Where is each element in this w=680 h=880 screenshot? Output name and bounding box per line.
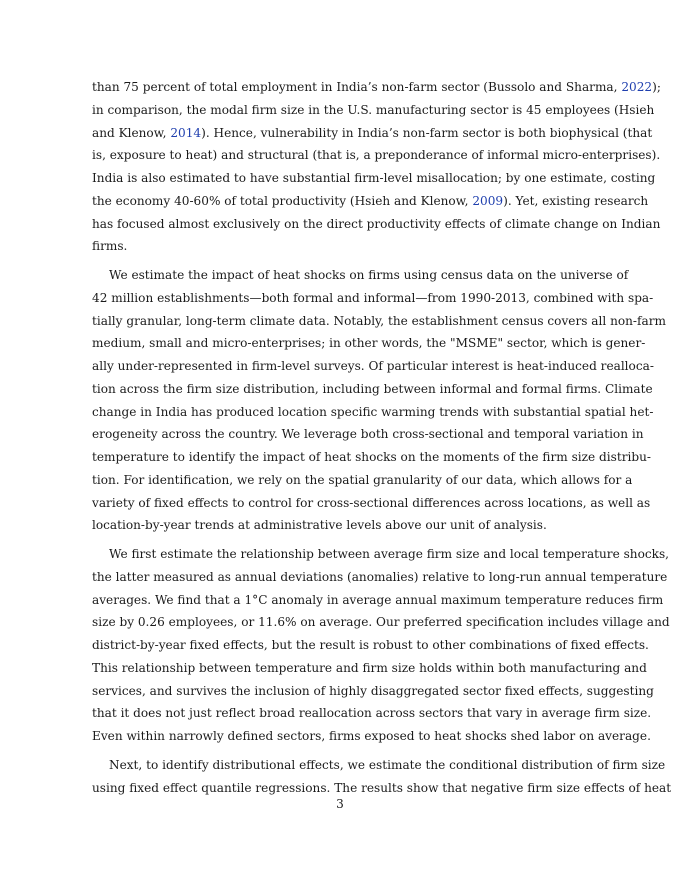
citation-link[interactable]: 2022 xyxy=(621,80,653,94)
text-run: ). Hence, vulnerability in India’s non-farm sector is both biophysical (that xyxy=(201,125,653,140)
text-line xyxy=(92,702,652,725)
text-line xyxy=(92,332,646,355)
citation-link[interactable]: 2014 xyxy=(170,125,202,140)
paragraph xyxy=(92,76,661,258)
text-run: firms. xyxy=(92,239,128,254)
text-line xyxy=(92,634,649,657)
text-run: district-by-year fixed effects, but the result is robust to other combinations of fixed effects. xyxy=(92,638,649,652)
text-line xyxy=(92,122,653,145)
text-run: and Klenow, xyxy=(92,125,171,140)
text-line xyxy=(92,401,654,424)
text-run: tion. For identification, we rely on the spatial granularity of our data, which allows for a xyxy=(92,472,633,487)
text-run: We estimate the impact of heat shocks on firms using census data on the universe of xyxy=(109,268,629,282)
text-run: averages. We find that a 1°C anomaly in average annual maximum temperature reduces firm xyxy=(92,592,664,607)
text-line xyxy=(92,213,661,236)
text-run: medium, small and micro-enterprises; in other words, the "MSME" sector, which is gener- xyxy=(92,336,646,351)
text-run: ally under-represented in firm-level surveys. Of particular interest is heat-induced realloca- xyxy=(92,359,654,373)
text-line xyxy=(92,76,661,99)
text-run: tion across the firm size distribution, including between informal and formal firms. Climate xyxy=(92,381,653,396)
text-run: 42 million establishments—both formal and informal—from 1990-2013, combined with spa- xyxy=(92,290,654,305)
text-line xyxy=(92,167,656,190)
paragraph xyxy=(92,543,670,748)
text-line xyxy=(92,287,654,310)
text-run: location-by-year trends at administrative levels above our unit of analysis. xyxy=(92,518,547,533)
text-run: size by 0.26 employees, or 11.6% on average. Our preferred specification includes village and xyxy=(92,615,670,630)
paragraph xyxy=(92,264,666,537)
text-line xyxy=(92,589,664,612)
text-line xyxy=(92,378,653,401)
text-line xyxy=(92,725,651,748)
citation-link[interactable]: 2009 xyxy=(472,193,504,208)
text-run: the latter measured as annual deviations (anomalies) relative to long-run annual temperature xyxy=(92,569,668,584)
text-run: erogeneity across the country. We leverage both cross-sectional and temporal variation in xyxy=(92,427,644,442)
page-number: 3 xyxy=(336,797,344,811)
text-run: ). Yet, existing research xyxy=(503,193,649,208)
text-run: change in India has produced location specific warming trends with substantial spatial het- xyxy=(92,404,654,419)
text-run: Even within narrowly defined sectors, firms exposed to heat shocks shed labor on average. xyxy=(92,729,651,743)
text-run: using fixed effect quantile regressions. The results show that negative firm size effects of heat xyxy=(92,780,672,795)
text-run: than 75 percent of total employment in India’s non-farm sector (Bussolo and Sharma, xyxy=(92,80,622,94)
text-line xyxy=(92,754,666,777)
paragraph xyxy=(92,754,672,800)
text-run: that it does not just reflect broad reallocation across sectors that vary in average firm size. xyxy=(92,706,652,721)
text-line xyxy=(92,566,668,589)
text-line xyxy=(92,190,649,213)
text-run: This relationship between temperature and firm size holds within both manufacturing and xyxy=(92,660,647,675)
text-line xyxy=(92,777,672,800)
text-run: India is also estimated to have substantial firm-level misallocation; by one estimate, costing xyxy=(92,171,656,185)
text-run: tially granular, long-term climate data. Notably, the establishment census covers all non-farm xyxy=(92,313,666,328)
text-run: is, exposure to heat) and structural (that is, a preponderance of informal micro-enterprises). xyxy=(92,148,661,163)
text-line xyxy=(92,492,651,515)
text-run: the economy 40-60% of total productivity (Hsieh and Klenow, xyxy=(92,193,473,208)
text-line xyxy=(92,657,647,680)
text-run: ); xyxy=(652,80,661,94)
text-line xyxy=(92,144,661,167)
text-line xyxy=(92,264,629,287)
text-line xyxy=(92,423,644,446)
text-line xyxy=(92,469,633,492)
text-line xyxy=(92,310,666,333)
text-run: Next, to identify distributional effects, we estimate the conditional distribution of firm size xyxy=(109,757,666,772)
text-line xyxy=(92,514,588,537)
text-line xyxy=(92,355,654,378)
text-run: has focused almost exclusively on the direct productivity effects of climate change on Indian xyxy=(92,216,661,231)
text-line xyxy=(92,235,588,258)
text-run: temperature to identify the impact of heat shocks on the moments of the firm size distribu- xyxy=(92,450,651,464)
text-line xyxy=(92,99,655,122)
text-line xyxy=(92,446,651,469)
text-run: services, and survives the inclusion of highly disaggregated sector fixed effects, suggesting xyxy=(92,683,654,698)
text-run: in comparison, the modal firm size in the U.S. manufacturing sector is 45 employees (Hsieh xyxy=(92,102,655,117)
body-text xyxy=(92,76,672,799)
text-line xyxy=(92,680,654,703)
text-run: We first estimate the relationship between average firm size and local temperature shocks, xyxy=(109,547,670,561)
text-run: variety of fixed effects to control for cross-sectional differences across locations, as well as xyxy=(92,495,651,510)
text-line xyxy=(92,543,670,566)
text-line xyxy=(92,611,670,634)
